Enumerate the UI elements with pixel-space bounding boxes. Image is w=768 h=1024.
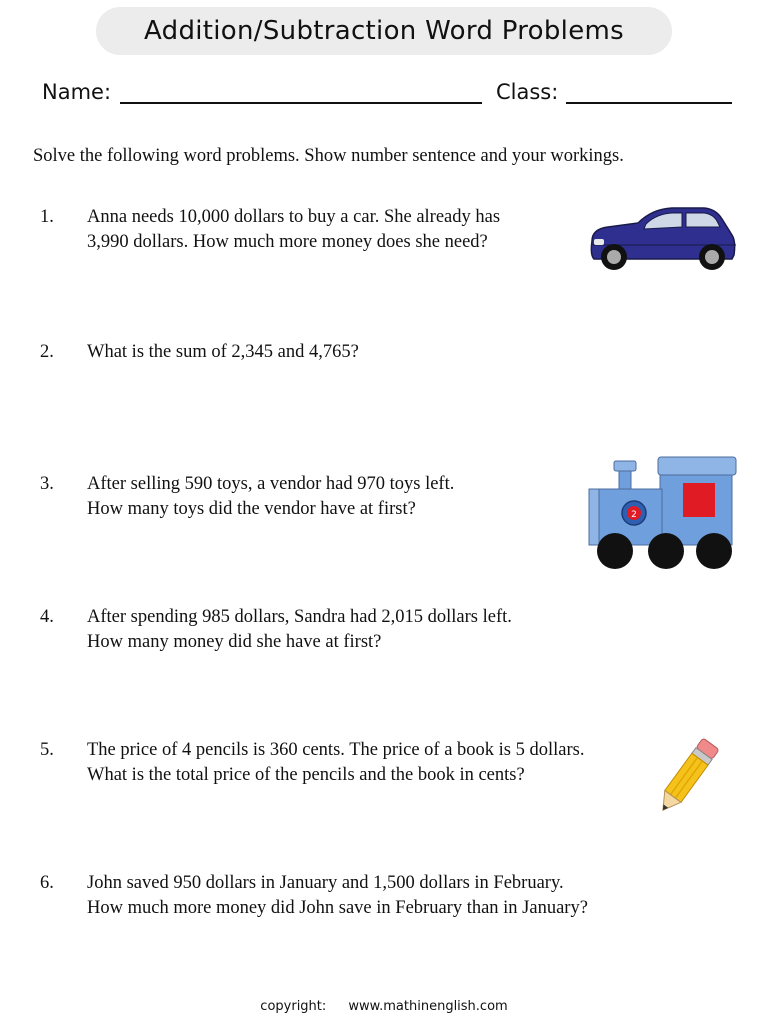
name-field[interactable] <box>120 102 482 104</box>
train-icon <box>586 455 738 571</box>
question-line: After spending 985 dollars, Sandra had 2,015 dollars left. <box>87 607 512 627</box>
car-icon <box>586 205 738 271</box>
question-line: Anna needs 10,000 dollars to buy a car. She already has <box>87 207 501 227</box>
question-number: 6. <box>40 873 54 893</box>
name-class-row <box>42 78 742 112</box>
question-line: How many money did she have at first? <box>87 632 382 652</box>
copyright-url[interactable]: www.mathinenglish.com <box>348 999 508 1014</box>
page-title: Addition/Subtraction Word Problems <box>144 16 624 46</box>
copyright-label: copyright: <box>260 999 327 1014</box>
name-label: Name: <box>42 80 112 104</box>
question-text <box>87 871 687 921</box>
footer <box>0 999 768 1014</box>
question-line: What is the sum of 2,345 and 4,765? <box>87 342 359 362</box>
question-number: 1. <box>40 207 54 227</box>
question-line: After selling 590 toys, a vendor had 970 toys left. <box>87 474 455 494</box>
question-text <box>87 605 687 655</box>
question-line: What is the total price of the pencils and the book in cents? <box>87 765 525 785</box>
question-line: The price of 4 pencils is 360 cents. The price of a book is 5 dollars. <box>87 740 585 760</box>
class-label: Class: <box>496 80 559 104</box>
pencil-icon <box>650 734 724 820</box>
title-banner <box>96 7 672 55</box>
question-line: How many toys did the vendor have at first? <box>87 499 416 519</box>
question-number: 4. <box>40 607 54 627</box>
train-number: 2 <box>631 510 637 520</box>
question-text <box>87 340 687 365</box>
question-line: How much more money did John save in February than in January? <box>87 898 588 918</box>
instructions: Solve the following word problems. Show number sentence and your workings. <box>33 146 624 166</box>
question-text <box>87 738 687 788</box>
class-field[interactable] <box>566 102 732 104</box>
question-line: 3,990 dollars. How much more money does she need? <box>87 232 488 252</box>
question-number: 2. <box>40 342 54 362</box>
question-number: 5. <box>40 740 54 760</box>
question-line: John saved 950 dollars in January and 1,500 dollars in February. <box>87 873 564 893</box>
question-number: 3. <box>40 474 54 494</box>
